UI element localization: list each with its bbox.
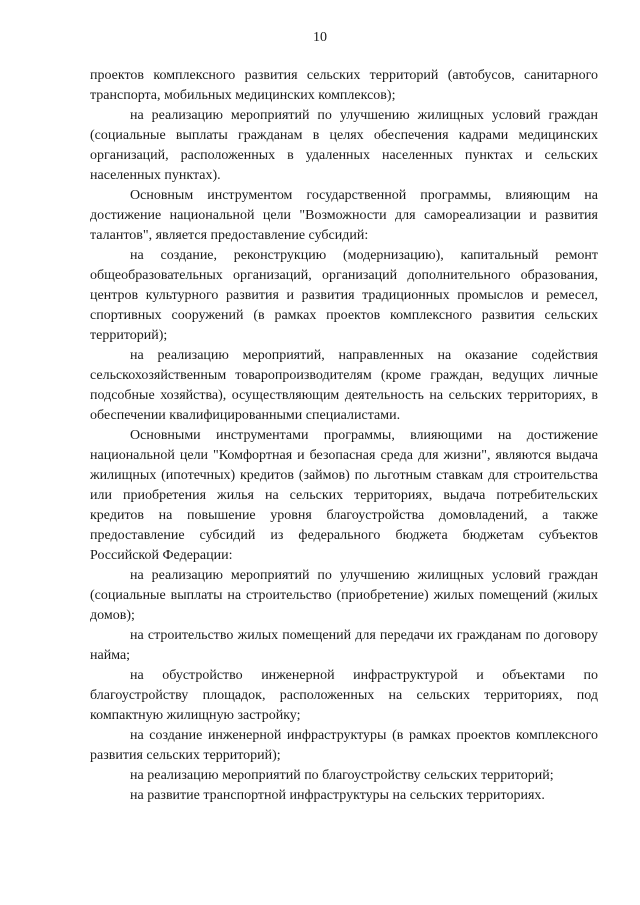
- paragraph: на реализацию мероприятий по благоустройству сельских территорий;: [130, 768, 554, 783]
- paragraph: на реализацию мероприятий по улучшению жилищных условий граждан (социальные выплаты на строительство (приобретение) жилых помещений (жилых домов);: [90, 568, 598, 623]
- paragraph: Основным инструментом государственной программы, влияющим на достижение национальной цели "Возможности для самореализации и развития талантов", является предоставление субсидий:: [90, 188, 598, 243]
- paragraph: Основными инструментами программы, влияющими на достижение национальной цели "Комфортная и безопасная среда для жизни", являются выдача жилищных (ипотечных) кредитов (займов) по льготным ставкам для строительства или приобретения жилья на сельских территориях, выдача потребительских кредитов на повышение уровня благоустройства домовладений, а также предоставление субсидий из федерального бюджета бюджетам субъектов Российской Федерации:: [90, 428, 598, 563]
- page-number: 10: [313, 30, 327, 45]
- paragraph: на создание инженерной инфраструктуры (в рамках проектов комплексного развития сельских территорий);: [90, 728, 598, 763]
- paragraph: на строительство жилых помещений для передачи их гражданам по договору найма;: [90, 628, 598, 663]
- paragraph: проектов комплексного развития сельских территорий (автобусов, санитарного транспорта, мобильных медицинских комплексов);: [90, 68, 598, 103]
- document-body: [90, 66, 598, 806]
- paragraph: на реализацию мероприятий по улучшению жилищных условий граждан (социальные выплаты гражданам в целях обеспечения кадрами медицинских организаций, расположенных в удаленных населенных пунктах и сельских населенных пунктах).: [90, 108, 598, 183]
- paragraph: на создание, реконструкцию (модернизацию), капитальный ремонт общеобразовательных организаций, организаций дополнительного образования, центров культурного развития и развития традиционных промыслов и ремесел, спортивных сооружений (в рамках проектов комплексного развития сельских территорий);: [90, 248, 598, 343]
- paragraph: на реализацию мероприятий, направленных на оказание содействия сельскохозяйственным товаропроизводителям (кроме граждан, ведущих личные подсобные хозяйства), осуществляющим деятельность на сельских территориях, в обеспечении квалифицированными специалистами.: [90, 348, 598, 423]
- paragraph: на развитие транспортной инфраструктуры на сельских территориях.: [130, 788, 545, 803]
- paragraph: на обустройство инженерной инфраструктурой и объектами по благоустройству площадок, расположенных на сельских территориях, под компактную жилищную застройку;: [90, 668, 598, 723]
